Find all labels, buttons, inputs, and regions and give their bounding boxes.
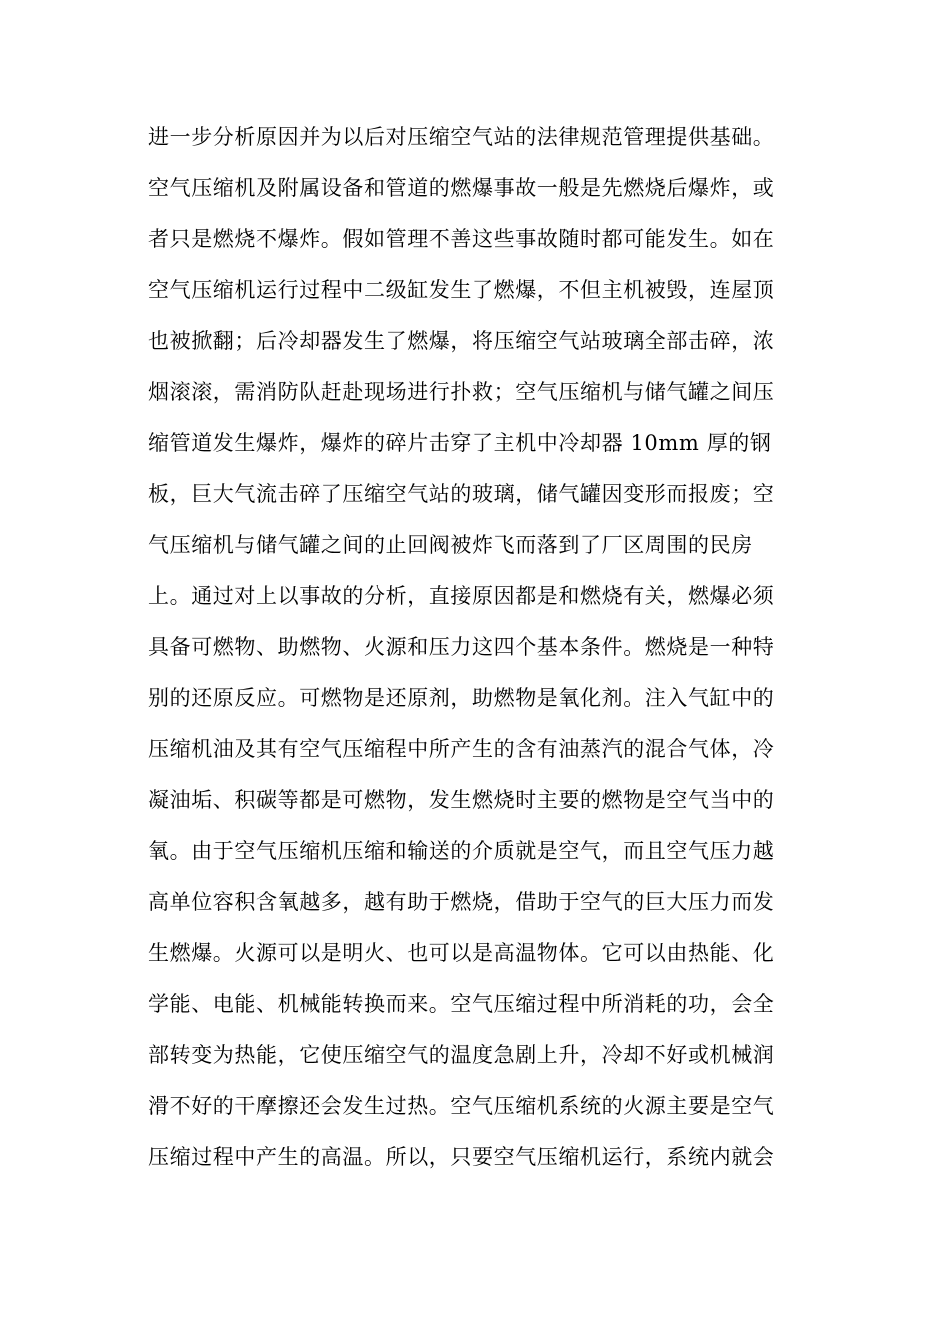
text-line: 凝油垢、积碳等都是可燃物，发生燃烧时主要的燃物是空气当中的 — [148, 788, 775, 812]
text-line: 高单位容积含氧越多，越有助于燃烧，借助于空气的巨大压力而发 — [148, 890, 775, 914]
text-line: 具备可燃物、助燃物、火源和压力这四个基本条件。燃烧是一种特 — [148, 635, 775, 659]
text-line: 部转变为热能，它使压缩空气的温度急剧上升，冷却不好或机械润 — [148, 1043, 775, 1067]
text-line: 学能、电能、机械能转换而来。空气压缩过程中所消耗的功，会全 — [148, 992, 775, 1016]
body-text — [148, 112, 808, 1183]
text-line: 烟滚滚，需消防队赶赴现场进行扑救；空气压缩机与储气罐之间压 — [148, 380, 775, 404]
text-line: 上。通过对上以事故的分析，直接原因都是和燃烧有关，燃爆必须 — [148, 584, 775, 608]
text-line: 压缩过程中产生的高温。所以，只要空气压缩机运行，系统内就会 — [148, 1145, 775, 1169]
text-line: 空气压缩机及附属设备和管道的燃爆事故一般是先燃烧后爆炸，或 — [148, 176, 775, 200]
text-line: 别的还原反应。可燃物是还原剂，助燃物是氧化剂。注入气缸中的 — [148, 686, 775, 710]
text-line: 滑不好的干摩擦还会发生过热。空气压缩机系统的火源主要是空气 — [148, 1094, 775, 1118]
text-line: 也被掀翻；后冷却器发生了燃爆，将压缩空气站玻璃全部击碎，浓 — [148, 329, 775, 353]
text-line: 板，巨大气流击碎了压缩空气站的玻璃，储气罐因变形而报废；空 — [148, 482, 775, 506]
text-line: 生燃爆。火源可以是明火、也可以是高温物体。它可以由热能、化 — [148, 941, 775, 965]
text-line: 者只是燃烧不爆炸。假如管理不善这些事故随时都可能发生。如在 — [148, 227, 775, 251]
text-line: 空气压缩机运行过程中二级缸发生了燃爆，不但主机被毁，连屋顶 — [148, 278, 775, 302]
text-line: 气压缩机与储气罐之间的止回阀被炸飞而落到了厂区周围的民房 — [148, 533, 753, 557]
text-line: 进一步分析原因并为以后对压缩空气站的法律规范管理提供基础。 — [148, 125, 775, 149]
text-line: 缩管道发生爆炸，爆炸的碎片击穿了主机中冷却器 10mm 厚的钢 — [148, 431, 772, 455]
text-line: 压缩机油及其有空气压缩程中所产生的含有油蒸汽的混合气体，冷 — [148, 737, 775, 761]
text-line: 氧。由于空气压缩机压缩和输送的介质就是空气，而且空气压力越 — [148, 839, 775, 863]
